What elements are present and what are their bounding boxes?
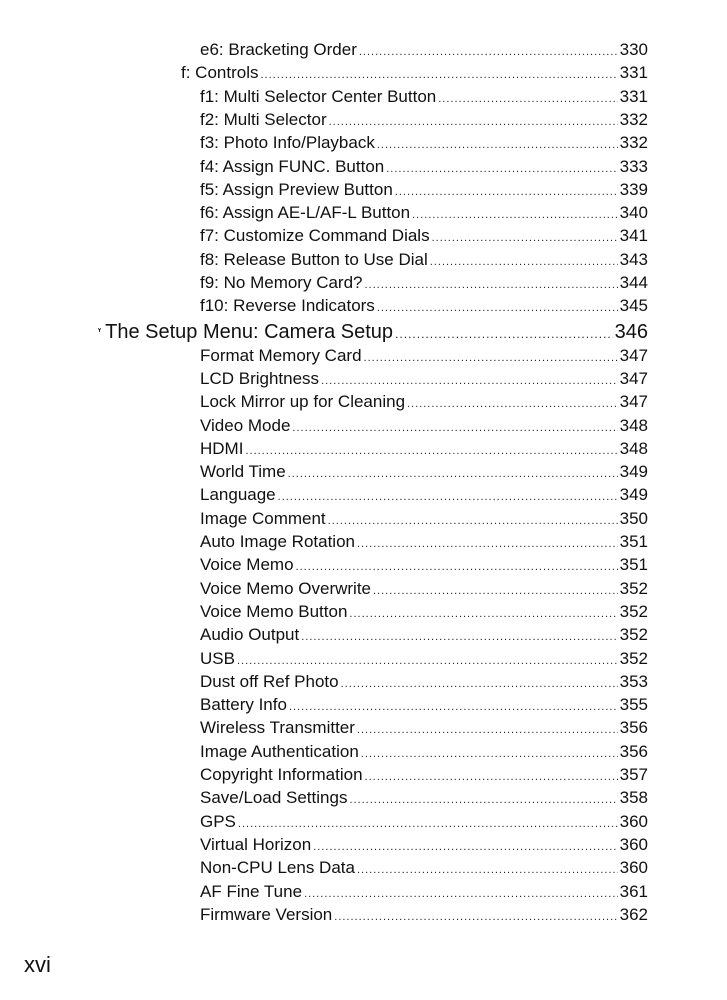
toc-entry-page: 348	[619, 415, 648, 435]
toc-entry-page: 339	[619, 179, 648, 199]
toc-entry-label: f9: No Memory Card?	[200, 273, 363, 292]
toc-entry-label: f4: Assign FUNC. Button	[200, 156, 385, 176]
toc-entry[interactable]	[200, 201, 648, 227]
toc-entry[interactable]	[200, 224, 648, 250]
toc-entry-page: 356	[619, 718, 648, 738]
toc-entry-label: e6: Bracketing Order	[200, 40, 357, 59]
toc-entry-page: 330	[619, 40, 648, 59]
toc-entry[interactable]	[200, 903, 648, 929]
toc-entry[interactable]	[200, 85, 648, 111]
toc-entry-label: Voice Memo	[200, 555, 294, 575]
page-number: xvi	[24, 952, 51, 977]
toc-entry[interactable]	[200, 507, 648, 533]
toc-entry-label: LCD Brightness	[200, 368, 320, 388]
toc-entry-label: f2: Multi Selector	[200, 109, 327, 129]
toc-entry-label: Copyright Information	[200, 765, 363, 784]
toc-entry-page: 350	[619, 508, 648, 528]
toc-entry[interactable]	[200, 530, 648, 556]
toc-entry[interactable]	[200, 693, 648, 719]
toc-entry[interactable]	[200, 344, 648, 370]
toc-entry-label: f7: Customize Command Dials	[200, 226, 430, 246]
toc-entry[interactable]	[200, 367, 648, 393]
toc-entry-page: 352	[619, 601, 648, 621]
toc-entry-label: Format Memory Card	[200, 345, 362, 365]
toc-entry[interactable]	[200, 38, 648, 64]
toc-entry-page: 332	[619, 109, 648, 129]
toc-entry-label: Image Comment	[200, 508, 326, 528]
toc-entry-label: AF Fine Tune	[200, 881, 303, 901]
toc-entry[interactable]	[200, 483, 648, 509]
toc-entry[interactable]	[200, 577, 648, 603]
toc-entry[interactable]	[200, 880, 648, 906]
toc-entry[interactable]	[200, 670, 648, 696]
toc-entry-label: World Time	[200, 462, 286, 482]
toc-entry-label: GPS	[200, 811, 236, 831]
toc-entry-label: Battery Info	[200, 695, 287, 715]
toc-entry-page: 357	[619, 765, 648, 784]
toc-entry[interactable]	[200, 763, 648, 789]
toc-entry-page: 348	[619, 438, 648, 458]
toc-entry-page: 360	[619, 811, 648, 831]
toc-entry[interactable]	[200, 786, 648, 812]
toc-entry-page: 358	[619, 788, 648, 808]
toc-entry-page: 356	[619, 741, 648, 761]
toc-entry-page: 343	[619, 249, 648, 269]
toc-entry-page: 331	[619, 86, 648, 106]
toc-entry-label: Auto Image Rotation	[200, 532, 355, 551]
toc-entry-label: f1: Multi Selector Center Button	[200, 86, 437, 106]
toc-entry-label: Language	[200, 485, 276, 505]
toc-entry[interactable]	[181, 61, 648, 87]
toc-entry[interactable]	[200, 810, 648, 836]
toc-entry-page: 331	[619, 63, 648, 83]
toc-entry[interactable]	[200, 271, 648, 297]
toc-entry-page: 340	[619, 203, 648, 223]
toc-entry-label: f8: Release Button to Use Dial	[200, 249, 428, 269]
toc-entry-label: HDMI	[200, 438, 244, 458]
toc-entry[interactable]	[200, 131, 648, 157]
toc-entry-page: 361	[619, 881, 648, 901]
toc-entry-page: 352	[619, 625, 648, 645]
toc-entry[interactable]	[200, 437, 648, 463]
toc-entry-label: Voice Memo Overwrite	[200, 578, 371, 598]
toc-entry[interactable]	[200, 647, 648, 673]
toc-entry-page: 344	[619, 273, 648, 292]
toc-entry-label: Save/Load Settings	[200, 788, 348, 808]
toc-entry[interactable]	[200, 623, 648, 649]
toc-entry-page: 353	[619, 671, 648, 691]
toc-entry-page: 362	[619, 904, 648, 924]
toc-entry-label: USB	[200, 648, 235, 668]
toc-entry[interactable]	[200, 178, 648, 204]
toc-entry-label: Non-CPU Lens Data	[200, 858, 355, 878]
toc-entry[interactable]	[200, 294, 648, 320]
toc-entry[interactable]	[200, 856, 648, 882]
toc-entry-label: f3: Photo Info/Playback	[200, 133, 375, 153]
toc-entry-label: Video Mode	[200, 415, 291, 435]
toc-entry-label: Dust off Ref Photo	[200, 671, 339, 691]
toc-entry-page: 349	[619, 462, 648, 482]
toc-entry-label: f: Controls	[181, 63, 259, 83]
toc-entry-page: 349	[619, 485, 648, 505]
toc-entry[interactable]	[200, 460, 648, 486]
toc-entry-page: 346	[614, 320, 648, 343]
toc-entry[interactable]	[200, 248, 648, 274]
toc-entry-page: 341	[619, 226, 648, 246]
toc-entry-page: 352	[619, 578, 648, 598]
toc-entry-label: f10: Reverse Indicators	[200, 296, 375, 316]
toc-entry[interactable]	[200, 390, 648, 416]
toc-entry-label: Audio Output	[200, 625, 300, 645]
toc-entry-page: 351	[619, 555, 648, 575]
toc-entry-label: The Setup Menu: Camera Setup	[105, 320, 394, 343]
toc-entry-label: Wireless Transmitter	[200, 718, 355, 738]
toc-entry-page: 351	[619, 532, 648, 551]
toc-entry-page: 355	[619, 695, 648, 715]
toc-entry-page: 352	[619, 648, 648, 668]
toc-section-heading[interactable]	[98, 318, 648, 347]
toc-entry-page: 333	[619, 156, 648, 176]
toc-entry-page: 360	[619, 858, 648, 878]
toc-entry[interactable]	[200, 553, 648, 579]
toc-entry-label: Firmware Version	[200, 904, 333, 924]
toc-entry[interactable]	[200, 108, 648, 134]
toc-entry-label: Voice Memo Button	[200, 601, 348, 621]
dot-leader	[334, 906, 617, 929]
toc-entry[interactable]	[200, 833, 648, 859]
toc-entry-label: f6: Assign AE-L/AF-L Button	[200, 203, 411, 223]
toc-entry-page: 345	[619, 296, 648, 316]
toc-entry[interactable]	[200, 155, 648, 181]
toc-entry-label: Lock Mirror up for Cleaning	[200, 392, 406, 412]
toc-entry-page: 360	[619, 834, 648, 854]
toc-entry-page: 347	[619, 368, 648, 388]
toc-entry-page: 347	[619, 392, 648, 412]
wrench-icon	[98, 320, 101, 340]
toc-entry[interactable]	[200, 716, 648, 742]
toc-entry-label: Virtual Horizon	[200, 834, 312, 854]
toc-entry[interactable]	[200, 414, 648, 440]
toc-entry[interactable]	[200, 740, 648, 766]
toc-entry-label: f5: Assign Preview Button	[200, 179, 393, 199]
toc-entry-page: 332	[619, 133, 648, 153]
toc-entry-label: Image Authentication	[200, 741, 359, 761]
toc-entry[interactable]	[200, 600, 648, 626]
toc-entry-page: 347	[619, 345, 648, 365]
